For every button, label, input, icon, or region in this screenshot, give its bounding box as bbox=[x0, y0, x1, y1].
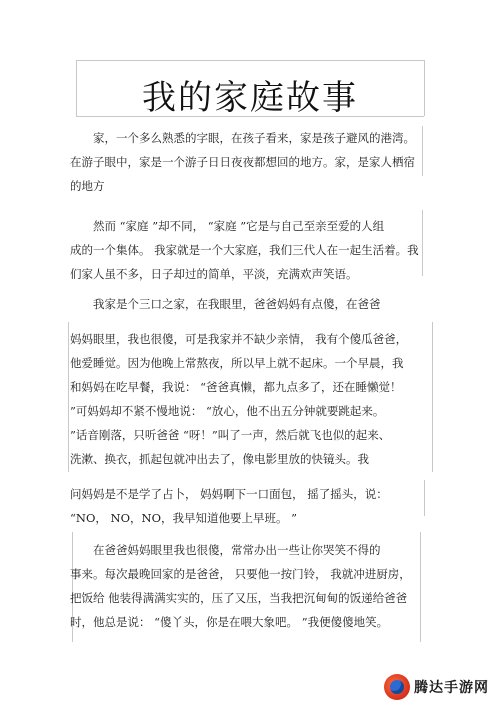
paragraph bbox=[70, 327, 440, 471]
text-line: ”话音刚落，只听爸爸 “呀！”叫了一声，然后就飞也似的起来、 bbox=[70, 428, 391, 442]
text-line: 和妈妈在吃早餐，我说： “爸爸真懒，都九点多了，还在睡懒觉！ bbox=[70, 380, 402, 394]
text-line: 妈妈眼里，我也很傻，可是我家并不缺少亲情， 我有个傻瓜爸爸， bbox=[70, 332, 408, 346]
text-line: 在游子眼中，家是一个游子日日夜夜都想回的地方。家，是家人栖宿 bbox=[70, 155, 415, 169]
text-line: 事来。每次最晚回家的是爸爸， 只要他一按门铃， 我就冲进厨房， bbox=[70, 567, 411, 581]
text-line: “NO， NO，NO，我早知道他要上早班。 ” bbox=[70, 511, 298, 525]
text-line: 他爱睡觉。因为他晚上常熬夜，所以早上就不起床。一个早晨，我 bbox=[70, 356, 404, 370]
text-line: 在爸爸妈妈眼里我也很傻，常常办出一些让你哭笑不得的 bbox=[93, 543, 381, 557]
divider bbox=[76, 60, 424, 61]
text-line: 我家是个三口之家，在我眼里，爸爸妈妈有点傻，在爸爸 bbox=[93, 297, 381, 311]
paragraph bbox=[70, 292, 440, 316]
watermark-text: 腾达手游网 bbox=[414, 680, 489, 696]
text-line: 的地方 bbox=[70, 179, 105, 193]
page-title: 我的家庭故事 bbox=[142, 78, 358, 118]
text-line: 然而 “家庭 ”却不同， “家庭 ”它是与自己至亲至爱的人组 bbox=[93, 219, 385, 233]
text-line: 问妈妈是不是学了占卜， 妈妈啊下一口面包， 摇了摇头，说： bbox=[70, 487, 388, 501]
paragraph bbox=[70, 538, 440, 634]
text-line: 成的一个集体。 我家就是一个大家庭，我们三代人在一起生活着。我 bbox=[70, 243, 419, 257]
paragraph bbox=[70, 482, 440, 530]
paragraph bbox=[70, 214, 440, 286]
divider bbox=[68, 322, 69, 472]
watermark-logo bbox=[384, 672, 492, 702]
text-line: 家，一个多么熟悉的字眼，在孩子看来，家是孩子避风的港湾。 bbox=[93, 131, 415, 145]
text-line: ”可妈妈却不紧不慢地说： “放心，他不出五分钟就要跳起来。 bbox=[70, 404, 385, 418]
text-line: 们家人虽不多，日子却过的简单，平淡，充满欢声笑语。 bbox=[70, 267, 358, 281]
text-line: 时，他总是说： “傻丫头，你是在喂大象吧。 ”我便傻傻地笑。 bbox=[70, 615, 389, 629]
text-line: 把饭给 他装得满满实实的，压了又压，当我把沉甸甸的饭递给爸爸 bbox=[70, 591, 408, 605]
logo-icon bbox=[384, 674, 410, 700]
text-line: 洗漱、换衣，抓起包就冲出去了，像电影里放的快镜头。我 bbox=[70, 452, 369, 466]
paragraph bbox=[70, 126, 440, 198]
